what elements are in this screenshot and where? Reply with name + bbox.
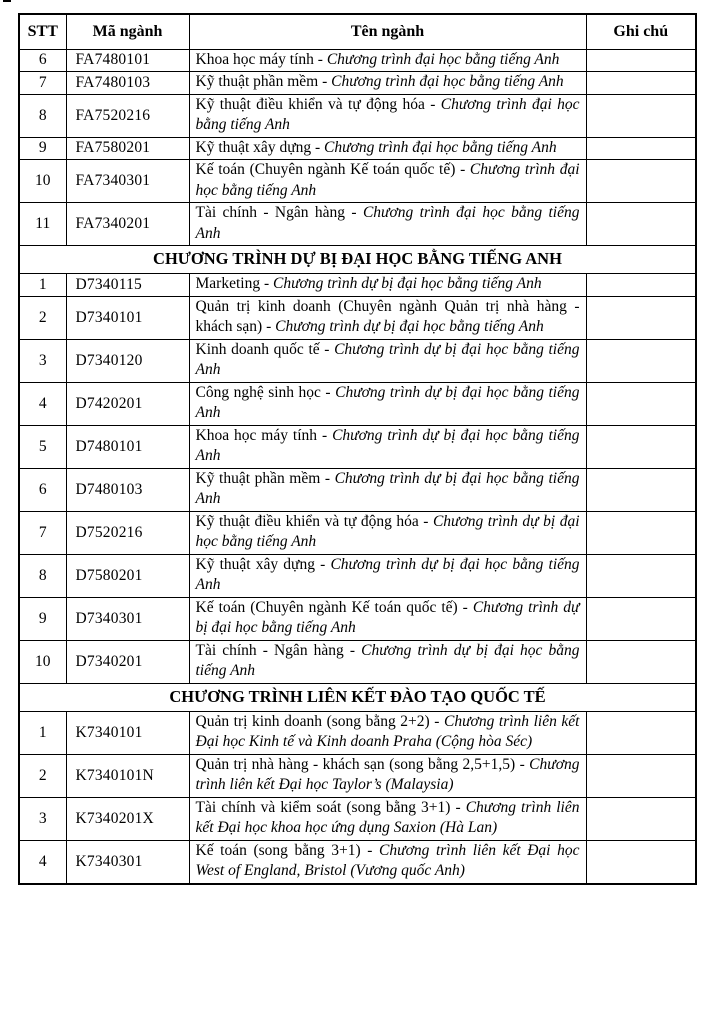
column-header-ghi-chu: Ghi chú — [586, 14, 696, 49]
major-name-cell — [189, 94, 586, 137]
note-cell — [586, 49, 696, 72]
major-code-cell: FA7340301 — [66, 160, 189, 203]
program-description-text: Chương trình dự bị đại học bằng tiếng Anh — [195, 598, 580, 637]
major-code-cell: D7420201 — [66, 382, 189, 425]
row-number-cell: 8 — [19, 554, 66, 597]
note-cell — [586, 554, 696, 597]
note-cell — [586, 137, 696, 160]
row-number-cell: 9 — [19, 137, 66, 160]
major-name-text: Kế toán (Chuyên ngành Kế toán quốc tế) — [195, 161, 456, 179]
name-separator: - — [429, 712, 444, 730]
note-cell — [586, 94, 696, 137]
name-separator: - — [318, 73, 332, 91]
note-cell — [586, 511, 696, 554]
major-code-cell: FA7520216 — [66, 94, 189, 137]
major-code-cell: D7340201 — [66, 640, 189, 683]
program-description-text: Chương trình liên kết Đại học khoa học ứng dụng Saxion (Hà Lan) — [195, 798, 580, 837]
major-code-cell: D7520216 — [66, 511, 189, 554]
major-name-text: Kỹ thuật phần mềm — [195, 73, 319, 91]
row-number-cell: 3 — [19, 339, 66, 382]
major-name-cell — [189, 754, 586, 797]
note-cell — [586, 640, 696, 683]
program-description-text: Chương trình liên kết Đại học West of England, Bristol (Vương quốc Anh) — [195, 841, 580, 880]
major-name-cell — [189, 160, 586, 203]
name-separator: - — [320, 383, 336, 401]
major-name-cell — [189, 797, 586, 840]
name-separator: - — [450, 798, 466, 816]
section-header-title: CHƯƠNG TRÌNH LIÊN KẾT ĐÀO TẠO QUỐC TẾ — [19, 683, 696, 711]
table-row — [19, 94, 696, 137]
table-row — [19, 339, 696, 382]
row-number-cell: 8 — [19, 94, 66, 137]
program-description-text: Chương trình dự bị đại học bằng tiếng Anh — [195, 555, 580, 594]
program-description-text: Chương trình dự bị đại học bằng tiếng Anh — [195, 512, 580, 551]
major-code-cell: D7480103 — [66, 468, 189, 511]
table-row — [19, 274, 696, 297]
name-separator: - — [418, 512, 433, 530]
row-number-cell: 5 — [19, 425, 66, 468]
name-separator: - — [317, 426, 333, 444]
name-separator: - — [311, 138, 325, 156]
note-cell — [586, 339, 696, 382]
table-row — [19, 511, 696, 554]
program-description-text: Chương trình đại học bằng tiếng Anh — [326, 50, 560, 68]
major-name-text: Quản trị kinh doanh (song bằng 2+2) — [195, 712, 430, 730]
row-number-cell: 10 — [19, 640, 66, 683]
name-separator: - — [262, 318, 276, 336]
name-separator: - — [455, 161, 470, 179]
row-number-cell: 6 — [19, 468, 66, 511]
major-name-cell — [189, 72, 586, 95]
major-name-text: Khoa học máy tính — [195, 426, 318, 444]
major-name-text: Kỹ thuật điều khiển và tự động hóa — [195, 512, 419, 530]
note-cell — [586, 468, 696, 511]
program-description-text: Chương trình đại học bằng tiếng Anh — [195, 161, 580, 199]
row-number-cell: 3 — [19, 797, 66, 840]
major-code-cell: D7340101 — [66, 296, 189, 339]
table-row — [19, 711, 696, 754]
row-number-cell: 6 — [19, 49, 66, 72]
note-cell — [586, 425, 696, 468]
major-name-cell — [189, 468, 586, 511]
name-separator: - — [319, 340, 335, 358]
note-cell — [586, 840, 696, 884]
program-description-text: Chương trình dự bị đại học bằng tiếng Anh — [195, 641, 580, 680]
major-name-text: Kinh doanh quốc tế — [195, 340, 320, 358]
row-number-cell: 7 — [19, 72, 66, 95]
major-name-text: Khoa học máy tính — [195, 50, 314, 68]
major-code-cell: K7340301 — [66, 840, 189, 884]
note-cell — [586, 597, 696, 640]
table-row — [19, 640, 696, 683]
major-code-cell: FA7480103 — [66, 72, 189, 95]
section-header-title: CHƯƠNG TRÌNH DỰ BỊ ĐẠI HỌC BẰNG TIẾNG ANH — [19, 246, 696, 274]
table-row — [19, 554, 696, 597]
name-separator: - — [314, 555, 331, 573]
program-description-text: Chương trình đại học bằng tiếng Anh — [324, 138, 557, 156]
name-separator: - — [360, 841, 380, 859]
program-description-text: Chương trình đại học bằng tiếng Anh — [195, 95, 580, 134]
major-name-cell — [189, 274, 586, 297]
major-code-cell: FA7580201 — [66, 137, 189, 160]
row-number-cell: 11 — [19, 203, 66, 246]
row-number-cell: 4 — [19, 382, 66, 425]
major-code-cell: K7340101 — [66, 711, 189, 754]
name-separator: - — [457, 598, 473, 616]
major-name-text: Kỹ thuật phần mềm — [195, 469, 321, 487]
program-description-text: Chương trình dự bị đại học bằng tiếng Anh — [275, 318, 544, 336]
program-description-text: Chương trình đại học bằng tiếng Anh — [331, 73, 564, 91]
table-row — [19, 203, 696, 246]
major-code-cell: D7340115 — [66, 274, 189, 297]
major-name-cell — [189, 382, 586, 425]
note-cell — [586, 203, 696, 246]
major-name-cell — [189, 554, 586, 597]
major-name-cell — [189, 137, 586, 160]
column-header-ten-nganh: Tên ngành — [189, 14, 586, 49]
note-cell — [586, 754, 696, 797]
major-name-cell — [189, 296, 586, 339]
programs-table — [18, 13, 697, 885]
major-name-text: Quản trị nhà hàng - khách sạn (song bằng 2,5+1,5) — [195, 755, 516, 773]
program-description-text: Chương trình dự bị đại học bằng tiếng Anh — [273, 275, 542, 293]
table-row — [19, 840, 696, 884]
column-header-stt: STT — [19, 14, 66, 49]
table-row — [19, 597, 696, 640]
major-name-cell — [189, 597, 586, 640]
row-number-cell: 1 — [19, 711, 66, 754]
note-cell — [586, 72, 696, 95]
row-number-cell: 4 — [19, 840, 66, 884]
name-separator: - — [320, 469, 335, 487]
table-row — [19, 137, 696, 160]
major-name-text: Quản trị kinh doanh (Chuyên ngành Quản trị nhà hàng - khách sạn) — [195, 297, 580, 336]
major-name-text: Kỹ thuật xây dựng — [195, 138, 312, 156]
table-row — [19, 754, 696, 797]
note-cell — [586, 296, 696, 339]
note-cell — [586, 797, 696, 840]
major-code-cell: FA7340201 — [66, 203, 189, 246]
table-row — [19, 296, 696, 339]
major-name-cell — [189, 425, 586, 468]
major-code-cell: D7340120 — [66, 339, 189, 382]
name-separator: - — [260, 275, 273, 293]
table-row — [19, 425, 696, 468]
major-code-cell: K7340201X — [66, 797, 189, 840]
table-row — [19, 797, 696, 840]
note-cell — [586, 711, 696, 754]
program-description-text: Chương trình dự bị đại học bằng tiếng Anh — [195, 383, 580, 422]
table-header-row — [19, 14, 696, 49]
major-name-cell — [189, 203, 586, 246]
major-code-cell: FA7480101 — [66, 49, 189, 72]
row-number-cell: 1 — [19, 274, 66, 297]
program-description-text: Chương trình đại học bằng tiếng Anh — [195, 204, 580, 242]
table-row — [19, 382, 696, 425]
crop-artifact — [3, 0, 11, 2]
major-name-cell — [189, 840, 586, 884]
row-number-cell: 7 — [19, 511, 66, 554]
major-code-cell: D7480101 — [66, 425, 189, 468]
note-cell — [586, 274, 696, 297]
program-description-text: Chương trình dự bị đại học bằng tiếng Anh — [195, 340, 580, 379]
table-row — [19, 49, 696, 72]
row-number-cell: 2 — [19, 296, 66, 339]
major-name-text: Marketing — [195, 275, 261, 293]
major-name-cell — [189, 511, 586, 554]
major-name-cell — [189, 711, 586, 754]
row-number-cell: 10 — [19, 160, 66, 203]
row-number-cell: 9 — [19, 597, 66, 640]
name-separator: - — [343, 641, 362, 659]
note-cell — [586, 382, 696, 425]
row-number-cell: 2 — [19, 754, 66, 797]
section-header-row — [19, 246, 696, 274]
major-name-cell — [189, 339, 586, 382]
major-name-cell — [189, 640, 586, 683]
program-description-text: Chương trình dự bị đại học bằng tiếng Anh — [195, 426, 580, 465]
name-separator: - — [515, 755, 530, 773]
table-row — [19, 160, 696, 203]
table-row — [19, 468, 696, 511]
major-code-cell: D7340301 — [66, 597, 189, 640]
major-name-text: Công nghệ sinh học — [195, 383, 321, 401]
program-description-text: Chương trình dự bị đại học bằng tiếng Anh — [195, 469, 580, 508]
major-name-text: Tài chính - Ngân hàng — [195, 204, 345, 222]
programs-table-body — [19, 49, 696, 883]
section-header-row — [19, 683, 696, 711]
note-cell — [586, 160, 696, 203]
name-separator: - — [424, 95, 441, 113]
name-separator: - — [313, 50, 327, 68]
major-name-text: Kỹ thuật điều khiển và tự động hóa — [195, 95, 425, 113]
major-name-text: Kế toán (song bằng 3+1) — [195, 841, 361, 859]
major-name-text: Tài chính - Ngân hàng — [195, 641, 344, 659]
major-code-cell: K7340101N — [66, 754, 189, 797]
major-name-cell — [189, 49, 586, 72]
program-description-text: Chương trình liên kết Đại học Kinh tế và Kinh doanh Praha (Cộng hòa Séc) — [195, 712, 580, 751]
name-separator: - — [345, 204, 363, 222]
major-code-cell: D7580201 — [66, 554, 189, 597]
column-header-ma-nganh: Mã ngành — [66, 14, 189, 49]
program-description-text: Chương trình liên kết Đại học Taylor’s (Malaysia) — [195, 755, 580, 794]
major-name-text: Kế toán (Chuyên ngành Kế toán quốc tế) — [195, 598, 458, 616]
table-row — [19, 72, 696, 95]
major-name-text: Kỹ thuật xây dựng — [195, 555, 315, 573]
major-name-text: Tài chính và kiểm soát (song bằng 3+1) — [195, 798, 451, 816]
